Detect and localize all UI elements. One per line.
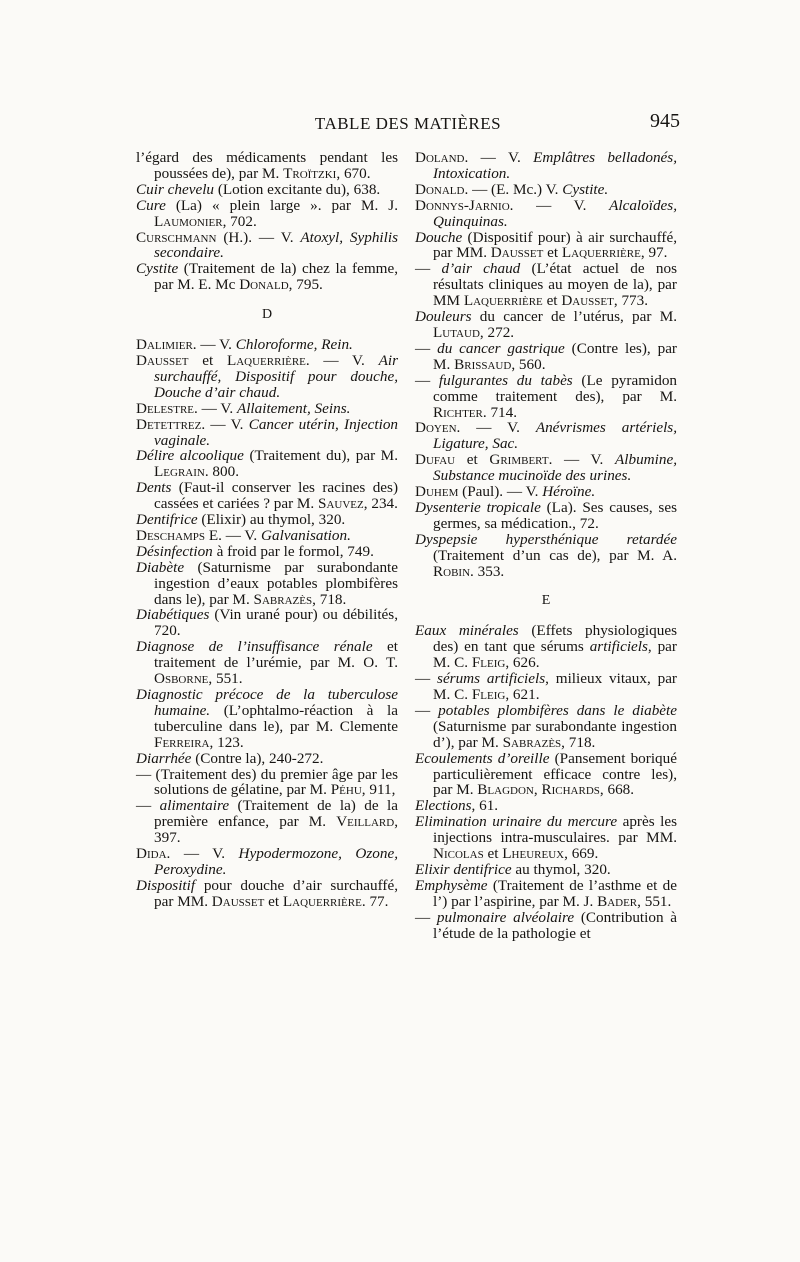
index-entry: Donald. — (E. Mc.) V. Cystite. bbox=[415, 180, 609, 198]
index-entry: Doland. — V. Emplâtres belladonés, Intoxication. bbox=[415, 149, 678, 182]
index-entry: Diagnose de l’insuffisance rénale et traitement de l’urémie, par M. O. T. Osborne, 551. bbox=[136, 638, 398, 688]
index-entry: Ecoulements d’oreille (Pansement boriqué particulièrement efficace contre les), par M. Blagdon, Richards, 668. bbox=[415, 749, 677, 799]
index-entry: — d’air chaud (L’état actuel de nos résultats cliniques au moyen de la), par MM Laquerrière et Dausset, 773. bbox=[415, 260, 678, 310]
index-entry: Désinfection à froid par le formol, 749. bbox=[136, 542, 374, 560]
index-entry: Dalimier. — V. Chloroforme, Rein. bbox=[136, 336, 353, 354]
index-entry: Elimination urinaire du mercure après les injections intra-musculaires. par MM. Nicolas et Lheureux, 669. bbox=[415, 813, 677, 863]
index-entry: Dysenterie tropicale (La). Ses causes, ses germes, sa médication., 72. bbox=[415, 498, 677, 532]
index-entry: Douleurs du cancer de l’utérus, par M. Lutaud, 272. bbox=[415, 308, 677, 341]
index-entry: Emphysème (Traitement de l’asthme et de l’) par l’aspirine, par M. J. Bader, 551. bbox=[415, 876, 677, 910]
index-entry: — du cancer gastrique (Contre les), par M. Brissaud, 560. bbox=[415, 339, 677, 373]
left-column bbox=[136, 150, 398, 910]
section-letter: D bbox=[261, 307, 273, 323]
index-entry: l’égard des médicaments pendant les poussées de), par M. Troïtzki, 670. bbox=[136, 149, 398, 182]
index-entry: — potables plombifères dans le diabète (Saturnisme par surabondante ingestion d’), par M. Sabrazès, 718. bbox=[415, 701, 677, 751]
index-entry: Detettrez. — V. Cancer utérin, Injection vaginale. bbox=[136, 415, 399, 449]
index-entry: Dentifrice (Elixir) au thymol, 320. bbox=[136, 511, 346, 529]
index-entry: Curschmann (H.). — V. Atoxyl, Syphilis secondaire. bbox=[136, 228, 398, 262]
index-entry: Diabète (Saturnisme par surabondante ingestion d’eaux potables plombifères dans le), par M. Sabrazès, 718. bbox=[136, 558, 398, 608]
index-entry: Elections, 61. bbox=[415, 797, 499, 815]
index-entry: Dyspepsie hypersthénique retardée (Traitement d’un cas de), par M. A. Robin. 353. bbox=[415, 530, 677, 580]
index-entry: Eaux minérales (Effets physiologiques des) en tant que sérums artificiels, par M. C. Fleig, 626. bbox=[415, 622, 677, 672]
index-entry: Diabétiques (Vin urané pour) ou débilités, 720. bbox=[136, 606, 398, 640]
index-entry: Dausset et Laquerrière. — V. Air surchauffé, Dispositif pour douche, Douche d’air chaud. bbox=[136, 351, 398, 401]
index-entry: Douche (Dispositif pour) à air surchauffé, par MM. Dausset et Laquerrière, 97. bbox=[415, 228, 677, 262]
index-entry: Délire alcoolique (Traitement du), par M. Legrain. 800. bbox=[136, 447, 398, 481]
index-entry: Delestre. — V. Allaitement, Seins. bbox=[136, 399, 351, 417]
page-header bbox=[136, 110, 680, 144]
section-letter: E bbox=[541, 593, 551, 609]
page-number: 945 bbox=[650, 110, 680, 132]
index-entry: Deschamps E. — V. Galvanisation. bbox=[136, 526, 351, 544]
index-entry: Diarrhée (Contre la), 240-272. bbox=[136, 749, 324, 767]
running-title: TABLE DES MATIÈRES bbox=[314, 114, 502, 133]
index-entry: Dents (Faut-il conserver les racines des) cassées et cariées ? par M. Sauvez, 234. bbox=[136, 479, 398, 513]
index-entry: — fulgurantes du tabès (Le pyramidon comme traitement des), par M. Richter. 714. bbox=[415, 371, 678, 421]
index-entry: — pulmonaire alvéolaire (Contribution à l’étude de la pathologie et bbox=[415, 908, 677, 942]
right-column bbox=[415, 150, 677, 942]
index-entry: Cuir chevelu (Lotion excitante du), 638. bbox=[136, 180, 381, 198]
index-entry: Diagnostic précoce de la tuberculose humaine. (L’ophtalmo-réaction à la tuberculine dans le), par M. Clemente Ferreira, 123. bbox=[136, 686, 398, 751]
index-entry: — alimentaire (Traitement de la) de la première enfance, par M. Veillard, 397. bbox=[136, 797, 399, 847]
index-entry: Cystite (Traitement de la) chez la femme, par M. E. Mc Donald, 795. bbox=[136, 260, 398, 294]
index-entry: — sérums artificiels, milieux vitaux, par M. C. Fleig, 621. bbox=[415, 670, 677, 703]
index-entry: Cure (La) « plein large ». par M. J. Laumonier, 702. bbox=[136, 196, 398, 230]
index-entry: Donnys-Jarnio. — V. Alcaloïdes, Quinquinas. bbox=[415, 196, 677, 230]
index-entry: Dufau et Grimbert. — V. Albumine, Substance mucinoïde des urines. bbox=[415, 451, 678, 485]
index-entry: Doyen. — V. Anévrismes artériels, Ligature, Sac. bbox=[415, 419, 678, 453]
index-entry: Elixir dentifrice au thymol, 320. bbox=[415, 860, 611, 878]
index-entry: — (Traitement des) du premier âge par les solutions de gélatine, par M. Péhu, 911, bbox=[136, 765, 398, 799]
index-entry: Dida. — V. Hypodermozone, Ozone, Peroxydine. bbox=[136, 845, 398, 878]
index-entry: Dispositif pour douche d’air surchauffé, par MM. Dausset et Laquerrière. 77. bbox=[136, 876, 398, 910]
index-entry: Duhem (Paul). — V. Héroïne. bbox=[415, 483, 596, 501]
